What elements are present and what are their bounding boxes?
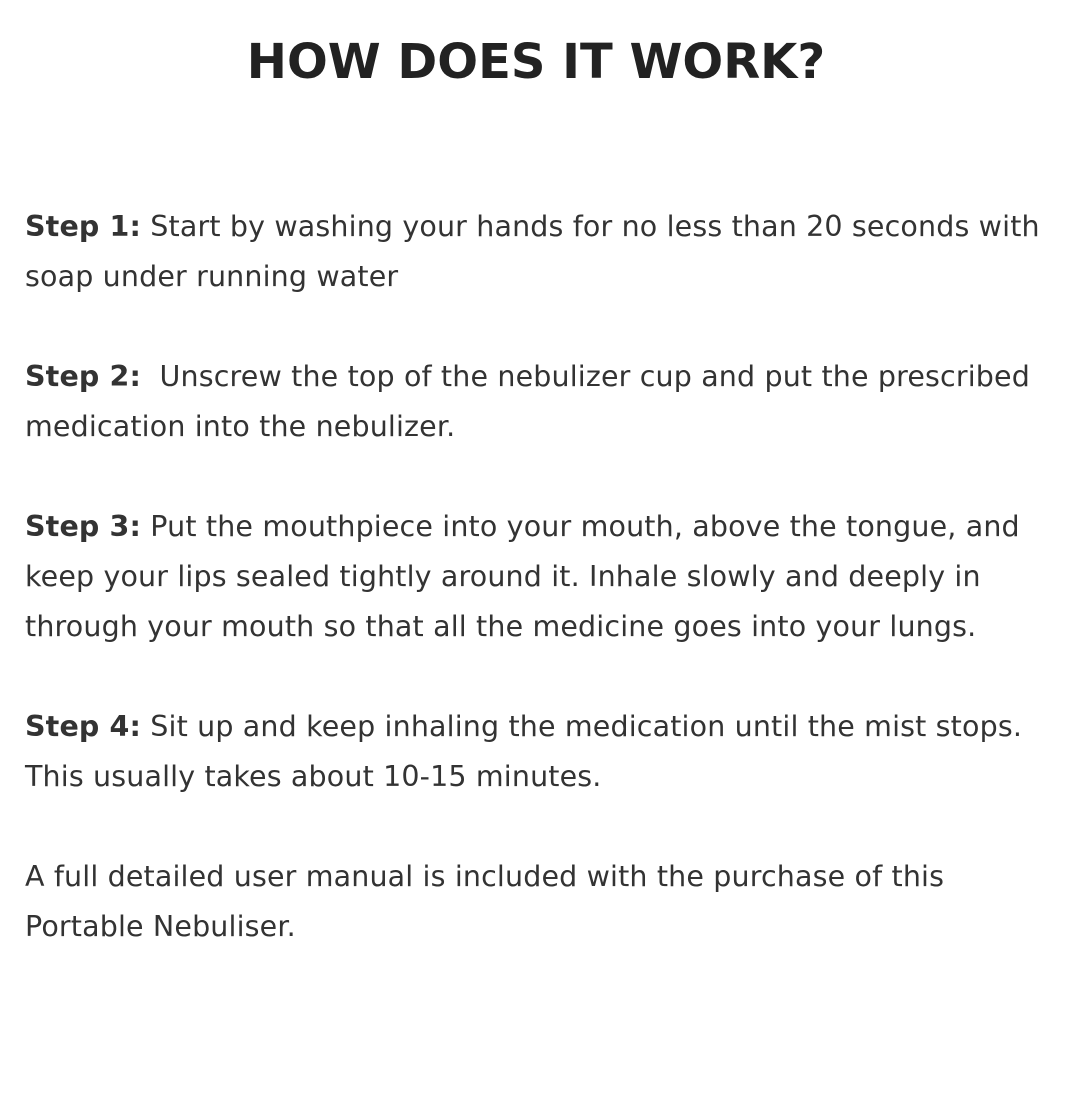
steps-section	[25, 202, 1065, 1002]
manual-note: A full detailed user manual is included with the purchase of this Portable Nebuliser.	[25, 860, 945, 943]
step-4-label: Step 4:	[25, 710, 142, 743]
page-title: HOW DOES IT WORK?	[246, 34, 826, 90]
step-1-label: Step 1:	[25, 210, 142, 243]
step-3-text: Put the mouthpiece into your mouth, above the tongue, and keep your lips sealed tightly around it. Inhale slowly and deeply in through your mouth so that all the medicine goes into your lungs.	[25, 510, 1029, 643]
step-2-text: Unscrew the top of the nebulizer cup and put the prescribed medication into the nebulizer.	[25, 360, 1040, 443]
step-1	[25, 202, 1065, 302]
step-3	[25, 502, 1065, 652]
step-3-label: Step 3:	[25, 510, 142, 543]
step-1-text: Start by washing your hands for no less than 20 seconds with soap under running water	[25, 210, 1049, 293]
step-2	[25, 352, 1065, 452]
step-2-label: Step 2:	[25, 360, 142, 393]
step-4	[25, 702, 1065, 802]
step-4-text: Sit up and keep inhaling the medication until the mist stops. This usually takes about 10-15 minutes.	[25, 710, 1032, 793]
